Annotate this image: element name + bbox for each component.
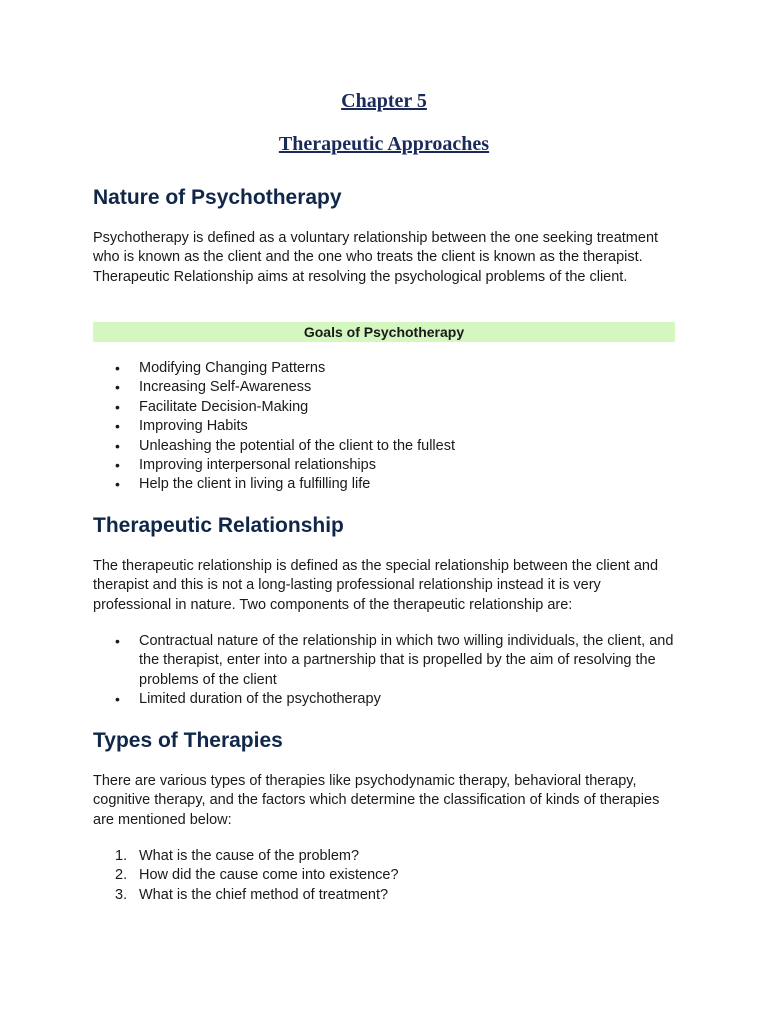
list-number: 2. xyxy=(115,867,128,884)
bullet-icon: • xyxy=(115,379,120,396)
list-number: 3. xyxy=(115,886,128,903)
factors-list xyxy=(93,847,675,905)
list-item-text: Facilitate Decision-Making xyxy=(139,398,309,415)
list-item-text: Contractual nature of the relationship in which two willing individuals, the client, and the therapist, enter into a partnership that is propelled by the aim of resolving the problems of the client xyxy=(139,633,674,688)
list-item-text: How did the cause come into existence? xyxy=(139,867,399,884)
bullet-icon: • xyxy=(115,633,120,649)
section-paragraph-relationship: The therapeutic relationship is defined as the special relationship between the client and therapist and this is not a long-lasting professional relationship instead it is very professional in nature. Two components of the therapeutic relationship are: xyxy=(93,558,659,613)
bullet-icon: • xyxy=(115,457,120,474)
list-item xyxy=(93,632,675,690)
section-paragraph-nature: Psychotherapy is defined as a voluntary relationship between the one seeking treatment who is known as the client and the one who treats the client is known as the therapist. Therapeutic Relationship aims at resolving the psychological problems of the client. xyxy=(93,230,659,285)
list-item-text: Increasing Self-Awareness xyxy=(139,379,312,396)
list-item-text: Improving interpersonal relationships xyxy=(139,457,376,474)
list-item-text: What is the cause of the problem? xyxy=(139,848,360,864)
bullet-icon: • xyxy=(115,398,120,415)
section-heading-types: Types of Therapies xyxy=(93,729,283,752)
list-item xyxy=(93,847,675,866)
chapter-title: Chapter 5 xyxy=(341,90,427,112)
list-item xyxy=(93,690,675,709)
bullet-icon: • xyxy=(115,691,120,708)
list-item xyxy=(93,456,675,475)
bullet-icon: • xyxy=(115,476,120,493)
list-item-text: What is the chief method of treatment? xyxy=(139,886,389,903)
list-item xyxy=(93,378,675,397)
list-item xyxy=(93,866,675,885)
list-item xyxy=(93,417,675,436)
section-heading-relationship: Therapeutic Relationship xyxy=(93,514,344,537)
bullet-icon: • xyxy=(115,418,120,435)
list-item xyxy=(93,437,675,456)
list-item-text: Limited duration of the psychotherapy xyxy=(139,691,381,708)
list-item xyxy=(93,886,675,905)
list-item xyxy=(93,359,675,378)
list-item xyxy=(93,475,675,494)
list-item-text: Help the client in living a fulfilling life xyxy=(139,476,371,493)
list-item xyxy=(93,398,675,417)
section-paragraph-types: There are various types of therapies like psychodynamic therapy, behavioral therapy, cognitive therapy, and the factors which determine the classification of kinds of therapies are mentioned below: xyxy=(93,773,660,828)
list-item-text: Improving Habits xyxy=(139,418,248,435)
bullet-icon: • xyxy=(115,360,120,376)
bullet-icon: • xyxy=(115,437,120,454)
goals-list xyxy=(93,359,675,495)
list-item-text: Unleashing the potential of the client to the fullest xyxy=(139,437,455,454)
list-number: 1. xyxy=(115,848,128,864)
chapter-subtitle: Therapeutic Approaches xyxy=(278,133,490,155)
list-item-text: Modifying Changing Patterns xyxy=(139,360,326,376)
components-list xyxy=(93,632,675,710)
goals-header-bar: Goals of Psychotherapy xyxy=(93,322,675,342)
section-heading-nature: Nature of Psychotherapy xyxy=(93,186,342,209)
